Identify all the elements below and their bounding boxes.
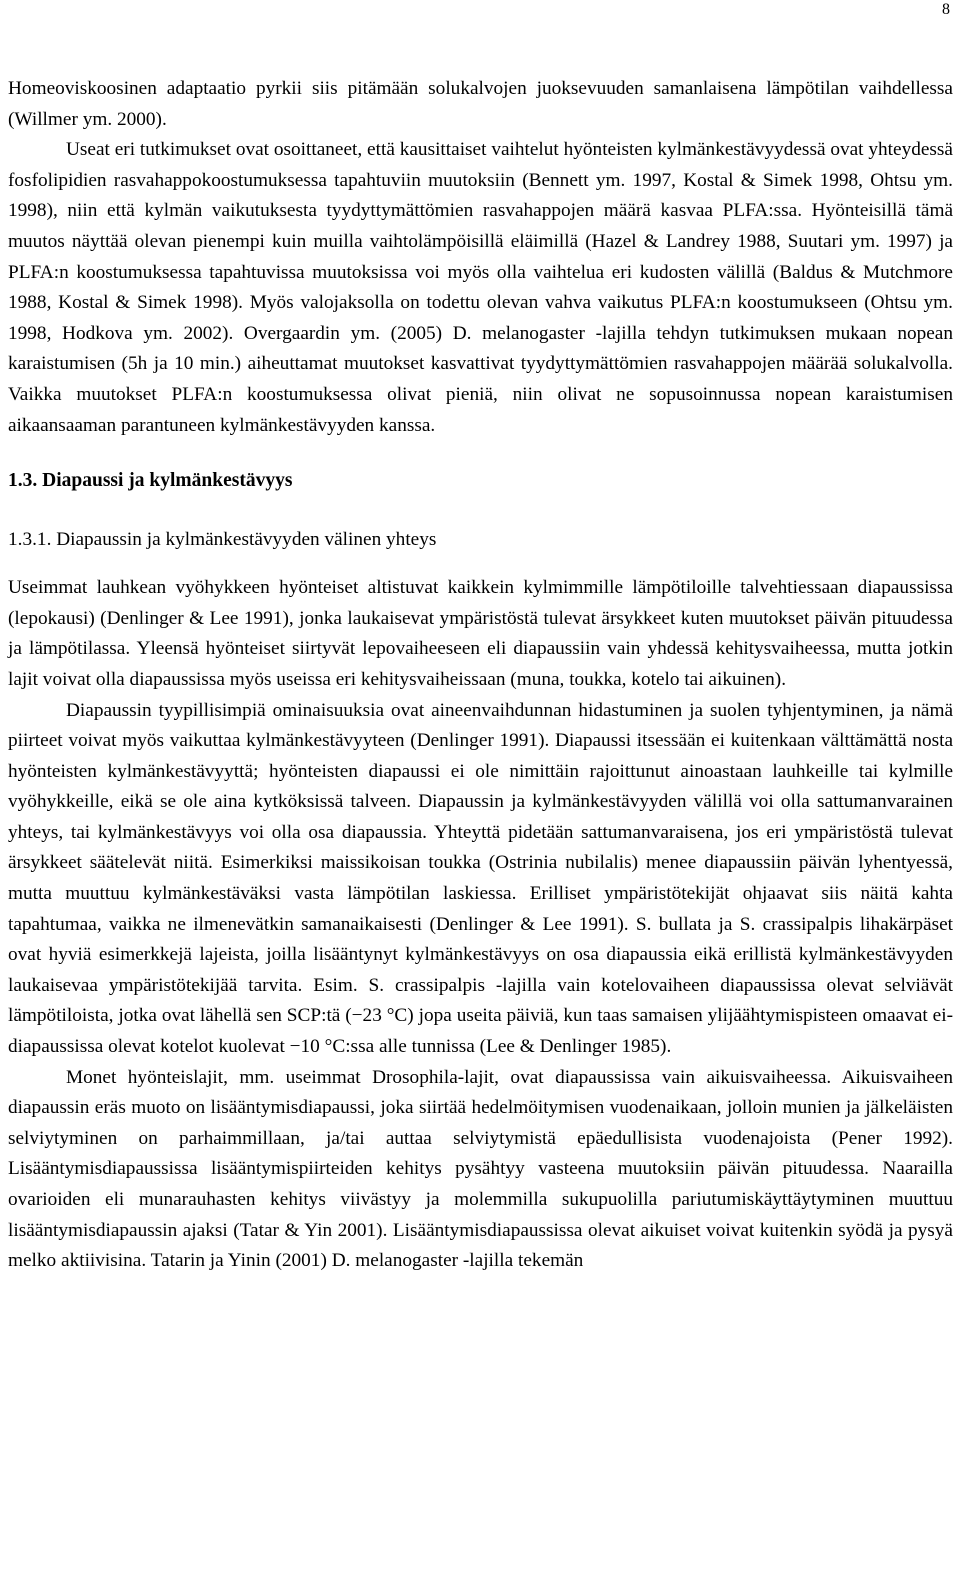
paragraph-diapause-features: Diapaussin tyypillisimpiä ominaisuuksia ovat aineenvaihdunnan hidastuminen ja suolen tyhjentyminen, ja nämä piirteet voivat myös vaikuttaa kylmänkestävyyteen (Denlinger 1991). Diapaussi itsessään ei kuitenkaan välttämättä nosta hyönteisten kylmänkestävyyttä; hyönteisten diapaussi ei ole nimittäin rajoittunut ainoastaan lauhkeille tai kylmille vyöhykkeille, eikä se ole aina kytköksissä talveen. Diapaussin ja kylmänkestävyyden välillä voi olla sattumanvarainen yhteys, tai kylmänkestävyys voi olla osa diapaussia. Yhteyttä pidetään sattumanvaraisena, jos eri ympäristöstä tulevat ärsykkeet säätelevät niitä. Esimerkiksi maissikoisan toukka (Ostrinia nubilalis) menee diapaussiin päivän lyhentyessä, mutta muuttuu kylmänkestäväksi vasta lämpötilan laskiessa. Erilliset ympäristötekijät ohjaavat siis näitä kahta tapahtumaa, vaikka ne ilmenevätkin samanaikaisesti (Denlinger & Lee 1991). S. bullata ja S. crassipalpis lihakärpäset ovat hyviä esimerkkejä lajeista, joilla lisääntynyt kylmänkestävyys on osa diapaussia eikä erillistä kylmänkestävyyden laukaisevaa ympäristötekijää tarvita. Esim. S. crassipalpis -lajilla vain kotelovaiheen diapaussissa olevat selviävät lämpötiloista, jotka ovat lähellä sen SCP:tä (−23 °C) jopa useita päiviä, kun taas samaisen ylijäähtymispisteen omaavat ei-diapaussissa olevat kotelot kuolevat −10 °C:ssa alle tunnissa (Lee & Denlinger 1985). xyxy=(8,699,953,1058)
page-number: 8 xyxy=(942,1,950,18)
section-heading: 1.3. Diapaussi ja kylmänkestävyys xyxy=(8,470,293,492)
paragraph-homeoviscous: Homeoviskoosinen adaptaatio pyrkii siis pitämään solukalvojen juoksevuuden samanlaisena lämpötilan vaihdellessa (Willmer ym. 2000). xyxy=(8,78,953,130)
document-body xyxy=(8,74,953,1277)
paragraph-fatty-acids: Useat eri tutkimukset ovat osoittaneet, että kausittaiset vaihtelut hyönteisten kylmänkestävyydessä ovat yhteydessä fosfolipidien rasvahappokoostumuksessa tapahtuviin muutoksiin (Bennett ym. 1997, Kostal & Simek 1998, Ohtsu ym. 1998), niin että kylmän vaikutuksesta tyydyttymättömien rasvahappojen määrä kasvaa PLFA:ssa. Hyönteisillä tämä muutos näyttää olevan pienempi kuin muilla vaihtolämpöisillä eläimillä (Hazel & Landrey 1988, Suutari ym. 1997) ja PLFA:n koostumuksessa tapahtuvissa muutoksissa voi myös olla vaihtelua eri kudosten välillä (Baldus & Mutchmore 1988, Kostal & Simek 1998). Myös valojaksolla on todettu olevan vahva vaikutus PLFA:n koostumukseen (Ohtsu ym. 1998, Hodkova ym. 2002). Overgaardin ym. (2005) D. melanogaster -lajilla tehdyn tutkimuksen mukaan nopean karaistumisen (5h ja 10 min.) aiheuttamat muutokset kasvattivat tyydyttymättömien rasvahappojen määrää solukalvolla. Vaikka muutokset PLFA:n koostumuksessa olivat pieniä, niin olivat ne sopusoinnussa nopean karaistumisen aikaansaaman parantuneen kylmänkestävyyden kanssa. xyxy=(8,139,953,436)
paragraph-diapause-intro: Useimmat lauhkean vyöhykkeen hyönteiset altistuvat kaikkein kylmimmille lämpötiloille talvehtiessaan diapaussissa (lepokausi) (Denlinger & Lee 1991), jonka laukaisevat ympäristöstä tulevat ärsykkeet kuten muutokset päivän pituudessa ja lämpötilassa. Yleensä hyönteiset siirtyvät lepovaiheeseen eli diapaussiin vain yhdessä kehitysvaiheessa, mutta jotkin lajit voivat olla diapaussissa myös useissa eri kehitysvaiheissaan (muna, toukka, kotelo tai aikuinen). xyxy=(8,577,953,690)
subsection-heading: 1.3.1. Diapaussin ja kylmänkestävyyden välinen yhteys xyxy=(8,529,437,551)
paragraph-reproductive-diapause: Monet hyönteislajit, mm. useimmat Drosophila-lajit, ovat diapaussissa vain aikuisvaiheessa. Aikuisvaiheen diapaussin eräs muoto on lisääntymisdiapaussi, joka siirtää hedelmöitymisen vuodenaikaan, jolloin munien ja jälkeläisten selviytyminen on parhaimmillaan, ja/tai auttaa selviytymistä epäedullisista vuodenajoista (Pener 1992). Lisääntymisdiapaussissa lisääntymispiirteiden kehitys pysähtyy vasteena muutoksiin päivän pituudessa. Naarailla ovarioiden eli munarauhasten kehitys viivästyy ja molemmilla sukupuolilla pariutumiskäyttäytyminen muuttuu lisääntymisdiapaussin ajaksi (Tatar & Yin 2001). Lisääntymisdiapaussissa olevat aikuiset voivat kuitenkin syödä ja pysyä melko aktiivisina. Tatarin ja Yinin (2001) D. melanogaster -lajilla tekemän xyxy=(8,1066,953,1272)
